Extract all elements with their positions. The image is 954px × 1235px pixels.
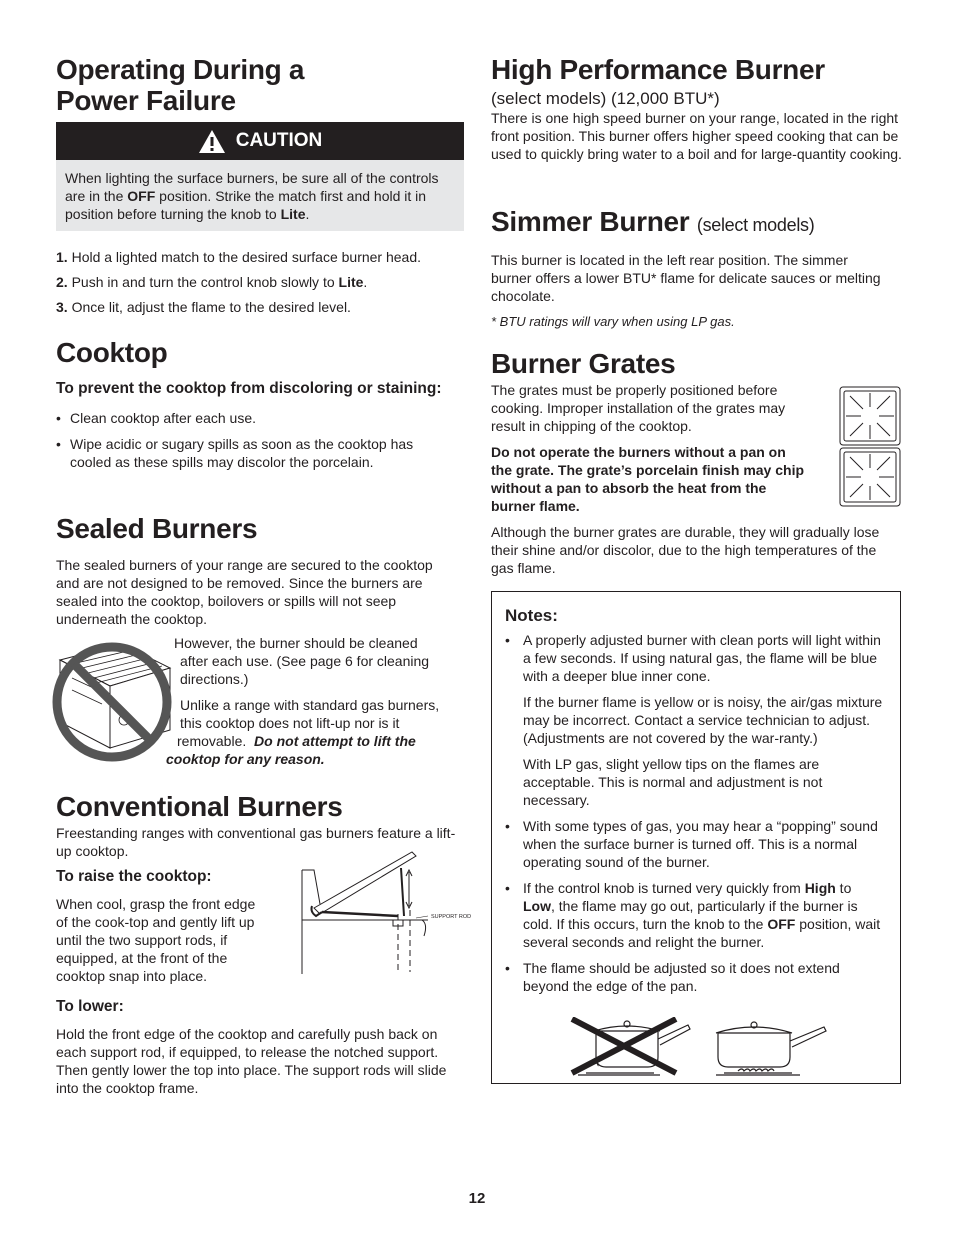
note-3-text: If the control knob is turned very quickly from	[523, 880, 805, 896]
high-performance-subtitle: (select models) (12,000 BTU*)	[491, 89, 720, 108]
note-1b: If the burner flame is yellow or is noisy, the air/gas mixture may be incorrect. Contact a service technician to adjust. (Adjustments are not covered by the war-ranty.)	[523, 694, 883, 746]
unlike-line: removable.	[177, 733, 247, 749]
raise-line: until the two support rods, if	[56, 932, 228, 948]
raise-line: of the cook-top and gently lift up	[56, 914, 255, 930]
title-line-2: Power Failure	[56, 85, 236, 116]
high-performance-title: High Performance Burner	[491, 54, 825, 85]
warning-icon	[198, 129, 226, 154]
no-lift-warning-2	[166, 750, 325, 768]
simmer-title	[491, 206, 901, 241]
burner-grates-title: Burner Grates	[491, 348, 676, 379]
lower-text: Hold the front edge of the cooktop and carefully push back on each support rod, if equipped, to release the notched support. Then gently lower the top into place. The support rods will slide into the cooktop frame.	[56, 1026, 447, 1096]
step-text: Hold a lighted match to the desired surface burner head.	[71, 249, 422, 265]
btu-footnote: * BTU ratings will vary when using LP gas.	[491, 314, 735, 329]
page-number: 12	[468, 1190, 486, 1207]
no-lift-warning-line2: cooktop for any reason.	[166, 751, 325, 767]
conventional-intro: Freestanding ranges with conventional gas burners feature a lift-up cooktop.	[56, 825, 456, 859]
clean-line: after each use. (See page 6 for cleaning	[180, 653, 430, 669]
conventional-title: Conventional Burners	[56, 791, 343, 822]
step-3	[56, 298, 466, 316]
sealed-burners-title: Sealed Burners	[56, 513, 258, 544]
simmer-title-suffix: (select models)	[696, 215, 815, 235]
note-3-off: OFF	[767, 916, 796, 932]
raised-cooktop-diagram	[298, 850, 478, 978]
notes-box	[491, 591, 901, 1084]
note-1c: With LP gas, slight yellow tips on the flames are acceptable. This is normal and adjustment is not necessary.	[523, 756, 823, 808]
sealed-para: The sealed burners of your range are secured to the cooktop and are not designed to be removed. Since the burners are sealed into the cooktop, boilovers or spills will not seep underneath the cooktop.	[56, 557, 433, 627]
flame-comparison-icon	[568, 1017, 830, 1079]
sealed-clean-text	[174, 634, 464, 688]
simmer-title-text: Simmer Burner	[491, 206, 690, 237]
title-line-1: Operating During a	[56, 54, 305, 85]
caution-label: CAUTION	[235, 130, 323, 151]
note-3-text: to	[835, 880, 852, 896]
step-bold: Lite	[338, 274, 364, 290]
caution-text-a: When lighting the surface burners, be sure all of the controls are in the	[65, 170, 439, 204]
power-failure-title	[56, 54, 466, 116]
no-lift-cooktop-icon	[52, 638, 178, 766]
note-2: • With some types of gas, you may hear a “popping” sound when the surface burner is turned off. This is a normal operating sound of the burner.	[505, 817, 883, 871]
grates-warning-line: without a pan to absorb the heat from the	[491, 480, 767, 496]
step-number: 2.	[56, 274, 68, 290]
unlike-line: this cooktop does not lift-up nor is it	[180, 715, 400, 731]
grates-text-3: Although the burner grates are durable, they will gradually lose their shine and/or discolor, due to the high temperatures of the gas flame.	[491, 524, 880, 576]
caution-lite: Lite	[280, 206, 306, 222]
unlike-line: Unlike a range with standard gas burners,	[180, 697, 440, 713]
lighting-steps	[56, 248, 466, 323]
grates-warning-line: burner flame.	[491, 498, 580, 514]
simmer-section	[491, 206, 901, 331]
high-performance-text: There is one high speed burner on your range, located in the right front position. This burner offers higher speed cooking that can be used to quickly bring water to a boil and for large-quantity cooking.	[491, 110, 902, 162]
note-1: • A properly adjusted burner with clean ports will light within a few seconds. If using natural gas, the flame will be blue with a deeper blue inner cone.	[505, 631, 883, 685]
step-text: Once lit, adjust the flame to the desired level.	[71, 299, 351, 315]
grates-line: result in chipping of the cooktop.	[491, 418, 692, 434]
cooktop-title: Cooktop	[56, 337, 168, 368]
burner-grates-icon	[838, 385, 902, 509]
note-3-text: , the flame may go out, particularly if the burner is cold. If this occurs, turn the knob to the	[523, 898, 858, 932]
caution-header	[56, 122, 464, 160]
clean-line: directions.)	[180, 671, 249, 687]
raise-line: cooktop snap into place.	[56, 968, 207, 984]
grates-warning-line: Do not operate the burners without a pan on	[491, 444, 786, 460]
caution-box	[56, 122, 464, 231]
raise-heading: To raise the cooktop:	[56, 868, 212, 885]
note-3	[505, 879, 883, 951]
caution-text-c: .	[305, 206, 310, 222]
no-lift-warning: Do not attempt to lift the	[254, 733, 416, 749]
clean-line: However, the burner should be cleaned	[174, 635, 418, 651]
notes-title: Notes:	[505, 606, 558, 625]
raise-line: equipped, at the front of the	[56, 950, 228, 966]
note-4: • The flame should be adjusted so it does not extend beyond the edge of the pan.	[505, 959, 883, 995]
high-performance-section	[491, 54, 901, 163]
step-number: 1.	[56, 249, 68, 265]
cooktop-subhead: To prevent the cooktop from discoloring or staining:	[56, 380, 442, 397]
grates-line: The grates must be properly positioned before	[491, 382, 778, 398]
step-end: .	[363, 274, 368, 290]
step-2	[56, 273, 466, 291]
cooktop-bullet-2: • Wipe acidic or sugary spills as soon as the cooktop has cooled as these spills may discolor the porcelain.	[56, 435, 450, 471]
lower-heading: To lower:	[56, 998, 124, 1015]
cooktop-section	[56, 337, 466, 471]
note-3-low: Low	[523, 898, 551, 914]
sealed-unlike-text	[177, 696, 470, 750]
caution-text	[56, 160, 464, 231]
note-3-text: position, wait several seconds and relight the burner.	[523, 916, 881, 950]
step-text: Push in and turn the control knob slowly to	[71, 274, 339, 290]
cooktop-bullet-1: • Clean cooktop after each use.	[56, 409, 466, 427]
notes-content	[505, 607, 883, 995]
note-3-high: High	[804, 880, 836, 896]
grates-warning-line: the grate. The grate’s porcelain finish may chip	[491, 462, 805, 478]
step-1	[56, 248, 466, 266]
simmer-text: This burner is located in the left rear position. The simmer burner offers a lower BTU* flame for delicate sauces or melting chocolate.	[491, 252, 881, 304]
power-failure-section	[56, 54, 466, 116]
raise-line: When cool, grasp the front edge	[56, 896, 256, 912]
sealed-burners-section	[56, 513, 466, 628]
support-rod-label: SUPPORT ROD	[431, 914, 472, 920]
step-number: 3.	[56, 299, 68, 315]
caution-off: OFF	[127, 188, 156, 204]
caution-text-b: position. Strike the match first and hold it in position before turning the knob to	[65, 188, 427, 222]
grates-line: cooking. Improper installation of the grates may	[491, 400, 786, 416]
